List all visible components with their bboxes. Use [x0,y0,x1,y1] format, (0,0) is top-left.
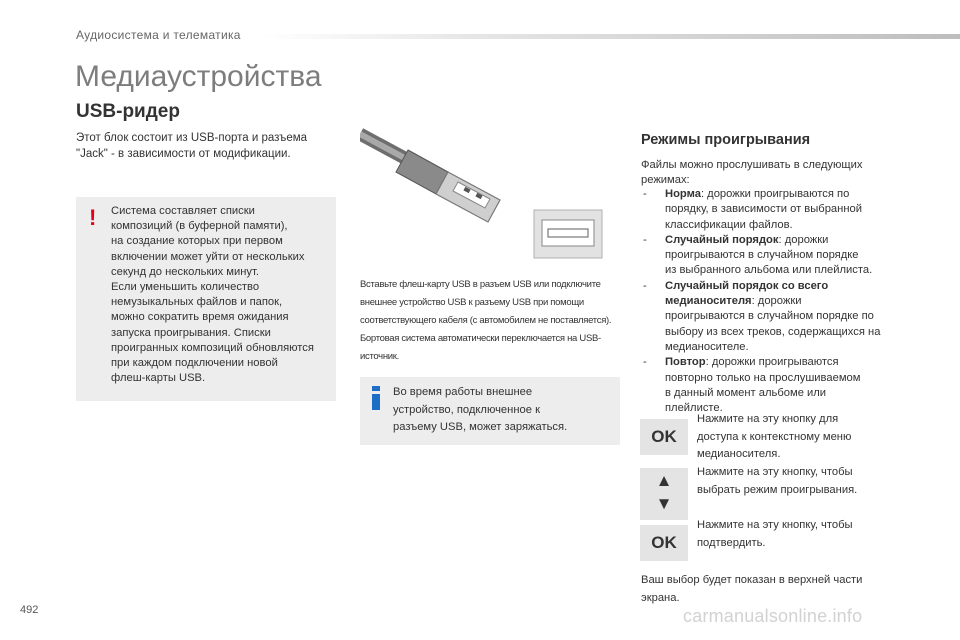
mode-line: выбору из всех треков, содержащихся на [665,325,881,338]
list-dash: - [643,233,647,246]
key-text-line: выбрать режим проигрывания. [697,483,858,496]
mode-description: : дорожки [778,233,829,246]
info-icon [369,385,383,411]
warning-line: можно сократить время ожидания [111,311,289,324]
mode-line [665,187,907,202]
mode-name: Повтор [665,356,706,369]
final-line: Ваш выбор будет показан в верхней части [641,574,863,586]
watermark: carmanualsonline.info [683,606,863,626]
mode-line [665,294,907,309]
mode-line: в данный момент альбоме или [665,386,827,399]
caption-line: соответствующего кабеля (с автомобилем не поставляется). [360,315,612,326]
mode-line: порядку, в зависимости от выбранной [665,203,862,216]
mode-line: повторно только на прослушиваемом [665,371,861,384]
list-dash: - [643,188,647,200]
usb-plug-icon [396,150,500,222]
warning-line: Если уменьшить количество [111,281,260,294]
info-line: устройство, подключенное к [393,403,540,416]
header-bar [262,34,960,39]
caption-line: внешнее устройство USB к разъему USB при помощи [360,297,584,308]
arrow-up-icon: ▲ [655,471,673,490]
intro-text: Этот блок состоит из USB-порта и разъема "Jack" - в зависимости от модификации. [76,132,308,160]
list-dash: - [643,356,647,369]
warning-line: Система составляет списки [111,205,255,217]
list-dash: - [643,279,647,292]
key-text-line: Нажмите на эту кнопку, чтобы [697,466,853,478]
caption-line: источник. [360,351,399,362]
mode-line [665,233,907,248]
ok-button-description [697,411,897,464]
key-text-line: Нажмите на эту кнопку для [697,413,839,425]
page-number: 492 [20,604,39,616]
mode-random [641,233,907,279]
key-text-line: подтвердить. [697,536,766,549]
warning-line: запуска проигрывания. Списки [111,326,271,339]
final-note [641,572,903,607]
caption-line: Бортовая система автоматически переключается на USB- [360,333,601,344]
info-line: Во время работы внешнее [393,386,533,398]
mode-repeat [641,355,907,416]
mode-normal [641,187,907,233]
warning-line: композиций (в буферной памяти), [111,220,288,233]
usb-port-icon [534,210,602,258]
ok-button-icon: OK [640,525,688,561]
mode-description: : дорожки проигрываются [705,356,839,369]
mode-description: : дорожки проигрываются по [700,188,850,200]
warning-box [76,197,336,401]
key-text-line: медианосителя. [697,448,781,460]
final-line: экрана. [641,591,680,604]
header-title: Аудиосистема и телематика [76,28,241,42]
mode-name: Случайный порядок [665,233,779,246]
caption-line: Вставьте флеш-карту USB в разъем USB или подключите [360,279,601,290]
page-title: Медиаустройства [75,60,322,93]
mode-line [665,355,907,370]
modes-intro-line: режимах: [641,174,690,187]
usb-caption [360,276,622,366]
modes-title: Режимы проигрывания [641,132,811,148]
mode-description: : дорожки [751,295,802,308]
mode-line [665,279,907,294]
info-box [360,377,620,445]
mode-name: Норма [665,188,701,200]
warning-line: на создание которых при первом [111,235,283,248]
modes-intro [641,158,903,189]
arrows-button-description [697,464,897,499]
usb-connection-illustration [360,128,620,268]
modes-intro-line: Файлы можно прослушивать в следующих [641,159,863,171]
warning-icon: ! [89,205,97,230]
mode-line: медианосителе. [665,340,749,353]
mode-line: плейлисте. [665,402,723,415]
ok-button-icon: OK [640,419,688,455]
up-down-buttons-icon [640,468,688,520]
warning-line: флеш-карты USB. [111,372,206,385]
section-title: USB-ридер [76,101,180,122]
info-text [393,384,615,437]
mode-line: проигрываются в случайном порядке [665,249,859,262]
ok-confirm-description [697,517,897,552]
warning-line: при каждом подключении новой [111,357,278,370]
arrow-down-icon: ▼ [655,494,673,513]
info-line: разъему USB, может заряжаться. [393,421,568,433]
warning-line: немузыкальных файлов и папок, [111,296,283,309]
mode-line: классификации файлов. [665,218,793,231]
warning-text [111,204,331,386]
modes-list [641,187,907,416]
mode-name: Случайный порядок со всего [665,279,829,292]
key-text-line: доступа к контекстному меню [697,430,852,443]
mode-random-all [641,279,907,355]
mode-line: из выбранного альбома или плейлиста. [665,264,873,277]
warning-line: проигранных композиций обновляются [111,341,314,354]
mode-name: медианосителя [665,295,752,308]
warning-line: секунд до нескольких минут. [111,265,259,278]
key-text-line: Нажмите на эту кнопку, чтобы [697,519,853,531]
mode-line: проигрываются в случайном порядке по [665,310,874,323]
warning-line: включении может уйти от нескольких [111,250,305,263]
